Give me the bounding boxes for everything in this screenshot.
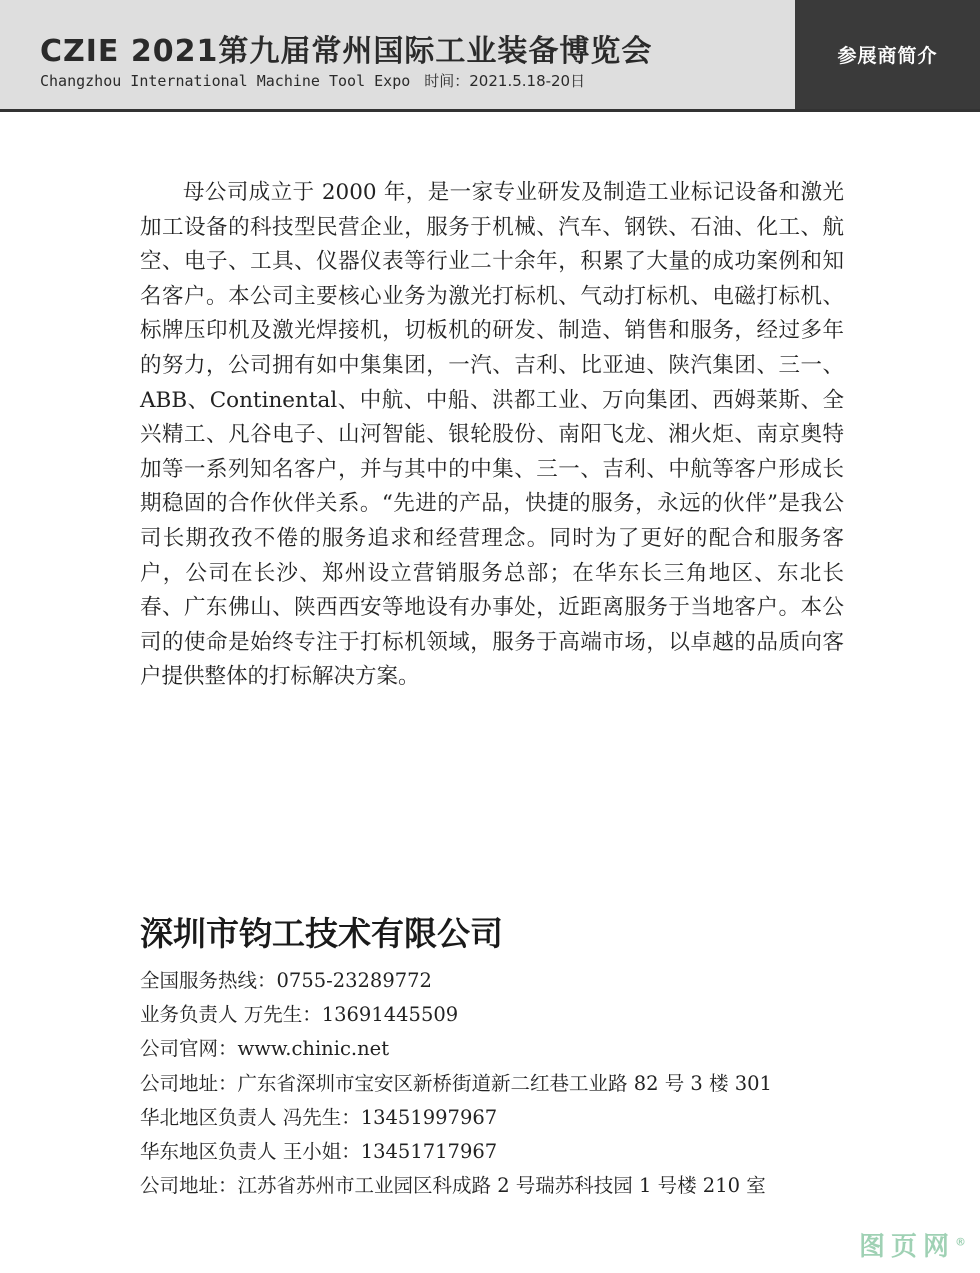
expo-date: 时间：2021.5.18-20日 [424, 72, 586, 90]
watermark-logo [859, 1226, 966, 1263]
contact-address-suzhou: 公司地址：江苏省苏州市工业园区科成路 2 号瑞苏科技园 1 号楼 210 室 [140, 1174, 766, 1198]
contact-address-shenzhen: 公司地址：广东省深圳市宝安区新桥街道新二红巷工业路 82 号 3 楼 301 [140, 1071, 772, 1095]
contact-list [140, 964, 844, 1203]
contact-east-china-manager: 华东地区负责人 王小姐：13451717967 [140, 1140, 498, 1164]
expo-subtitle: Changzhou International Machine Tool Expo [40, 72, 411, 90]
company-name: 深圳市钧工技术有限公司 [140, 914, 503, 953]
contact-hotline: 全国服务热线：0755-23289772 [140, 969, 432, 992]
section-tab: 参展商简介 [795, 0, 980, 112]
watermark-text: 图页网 [858, 1232, 955, 1262]
contact-website: 公司官网：www.chinic.net [140, 1037, 390, 1061]
expo-title: CZIE 2021第九届常州国际工业装备博览会 [40, 34, 653, 69]
contact-business-manager: 业务负责人 万先生：13691445509 [140, 1003, 459, 1027]
expo-subtitle-row [40, 70, 585, 91]
registered-mark: ® [955, 1235, 966, 1249]
contact-north-china-manager: 华北地区负责人 冯先生：13451997967 [140, 1105, 498, 1129]
company-intro-paragraph: 母公司成立于 2000 年，是一家专业研发及制造工业标记设备和激光加工设备的科技型民营企业，服务于机械、汽车、钢铁、石油、化工、航空、电子、工具、仪器仪表等行业二十余年，积累了大量的成功案例和知名客户。本公司主要核心业务为激光打标机、气动打标机、电磁打标机、标牌压印机及激光焊接机，切板机的研发、制造、销售和服务，经过多年的努力，公司拥有如中集集团，一汽、吉利、比亚迪、陕汽集团、三一、ABB、Continental、中航、中船、洪都工业、万向集团、西姆莱斯、全兴精工、凡谷电子、山河智能、银轮股份、南阳飞龙、湘火炬、南京奥特加等一系列知名客户，并与其中的中集、三一、吉利、中航等客户形成长期稳固的合作伙伴关系。“先进的产品，快捷的服务，永远的伙伴”是我公司长期孜孜不倦的服务追求和经营理念。同时为了更好的配合和服务客户，公司在长沙、郑州设立营销服务总部；在华东长三角地区、东北长春、广东佛山、陕西西安等地设有办事处，近距离服务于当地客户。本公司的使命是始终专注于打标机领域，服务于高端市场，以卓越的品质向客户提供整体的打标解决方案。 [140, 180, 844, 690]
